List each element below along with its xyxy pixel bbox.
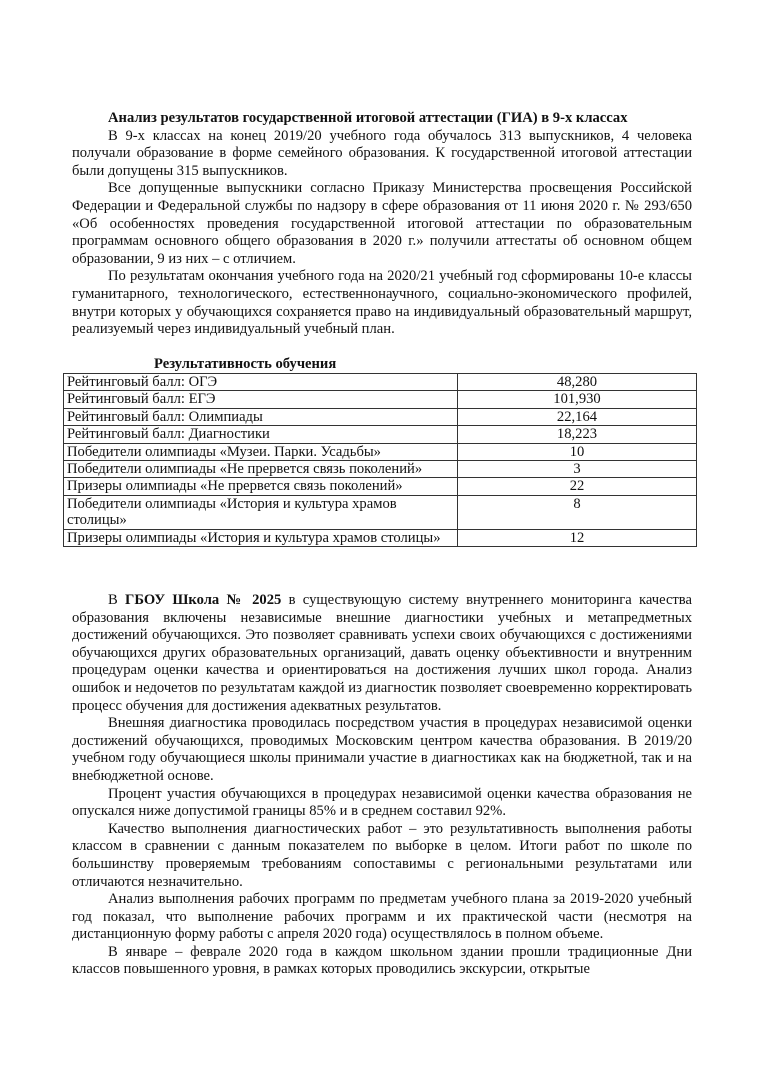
body-paragraph-4: Качество выполнения диагностических работ – это результативность выполнения работы классом в сравнении с данным показателем по выборке в целом. Итоги работ по школе по большинству проверяемым требованиям сопоставимы с региональными результатами или отличаются незначительно. (72, 820, 692, 890)
table-row (64, 391, 697, 408)
row-label: Победители олимпиады «Не прервется связь поколений» (64, 461, 458, 478)
row-value: 3 (458, 461, 697, 478)
body-paragraph-1-prefix: В (108, 592, 126, 608)
results-table (63, 373, 697, 547)
body-paragraph-2: Внешняя диагностика проводилась посредством участия в процедурах независимой оценки достижений обучающихся, проводимых Московским центром качества образования. В 2019/20 учебном году обучающиеся школы принимали участие в диагностиках как на бюджетной, так и на внебюджетной основе. (72, 715, 692, 784)
table-row (64, 408, 697, 425)
intro-paragraph-1: В 9-х классах на конец 2019/20 учебного года обучалось 313 выпускников, 4 человека получали образование в форме семейного образования. К государственной итоговой аттестации были допущены 315 выпускников. (72, 127, 692, 179)
body-paragraph-3: Процент участия обучающихся в процедурах независимой оценки качества образования не опускался ниже допустимой границы 85% и в среднем составил 92%. (72, 785, 692, 820)
section-heading: Анализ результатов государственной итоговой аттестации (ГИА) в 9-х классах (108, 110, 628, 126)
row-label: Рейтинговый балл: ОГЭ (64, 374, 458, 391)
row-value: 22 (458, 478, 697, 495)
table-row (64, 461, 697, 478)
row-value: 18,223 (458, 426, 697, 443)
table-row (64, 374, 697, 391)
body-paragraph-1 (72, 592, 692, 715)
row-label: Рейтинговый балл: ЕГЭ (64, 391, 458, 408)
row-label: Призеры олимпиады «Не прервется связь поколений» (64, 478, 458, 495)
table-row (64, 529, 697, 546)
school-name: ГБОУ Школа № 2025 (125, 592, 282, 608)
row-label: Победители олимпиады «Музеи. Парки. Усадьбы» (64, 443, 458, 460)
table-row (64, 495, 697, 529)
row-label: Рейтинговый балл: Олимпиады (64, 408, 458, 425)
table-row (64, 426, 697, 443)
body-paragraph-1-rest: в существующую систему внутреннего мониторинга качества образования включены независимые внешние диагностики учебных и метапредметных достижений обучающихся. Это позволяет сравнивать успехи своих обучающихся с достижениями обучающихся других образовательных организаций, давать оценку объективности и внутренним процедурам оценки качества и ориентироваться на достижения лучших школ города. Анализ ошибок и недочетов по результатам каждой из диагностик позволяет своевременно корректировать процесс обучения для достижения адекватных результатов. (72, 592, 692, 714)
row-label: Призеры олимпиады «История и культура храмов столицы» (64, 529, 458, 546)
row-value: 101,930 (458, 391, 697, 408)
body-paragraph-5: Анализ выполнения рабочих программ по предметам учебного плана за 2019-2020 учебный год показал, что выполнение рабочих программ и их практической части (несмотря на дистанционную форму работы с апреля 2020 года) осуществлялось в полном объеме. (72, 891, 692, 943)
row-value: 22,164 (458, 408, 697, 425)
body-section (72, 592, 692, 979)
intro-section (72, 110, 692, 339)
row-value: 48,280 (458, 374, 697, 391)
table-title: Результативность обучения (154, 356, 337, 372)
row-value: 12 (458, 529, 697, 546)
body-paragraph-6: В январе – феврале 2020 года в каждом школьном здании прошли традиционные Дни классов повышенного уровня, в рамках которых проводились экскурсии, открытые (72, 943, 692, 978)
intro-paragraph-2: Все допущенные выпускники согласно Приказу Министерства просвещения Российской Федерации и Федеральной службы по надзору в сфере образования от 11 июня 2020 г. № 293/650 «Об особенностях проведения государственной итоговой аттестации по образовательным программам основного общего образования в 2020 г.» получили аттестаты об основном общем образовании, 9 из них – с отличием. (72, 180, 692, 267)
row-label: Победители олимпиады «История и культура храмов столицы» (64, 495, 458, 529)
row-value: 10 (458, 443, 697, 460)
table-row (64, 478, 697, 495)
row-label: Рейтинговый балл: Диагностики (64, 426, 458, 443)
intro-paragraph-3: По результатам окончания учебного года на 2020/21 учебный год сформированы 10-е классы гуманитарного, технологического, естественнонаучного, социально-экономического профилей, внутри которых у обучающихся сохраняется право на индивидуальный образовательный маршрут, реализуемый через индивидуальный учебный план. (72, 268, 692, 338)
row-value: 8 (458, 495, 697, 529)
table-row (64, 443, 697, 460)
